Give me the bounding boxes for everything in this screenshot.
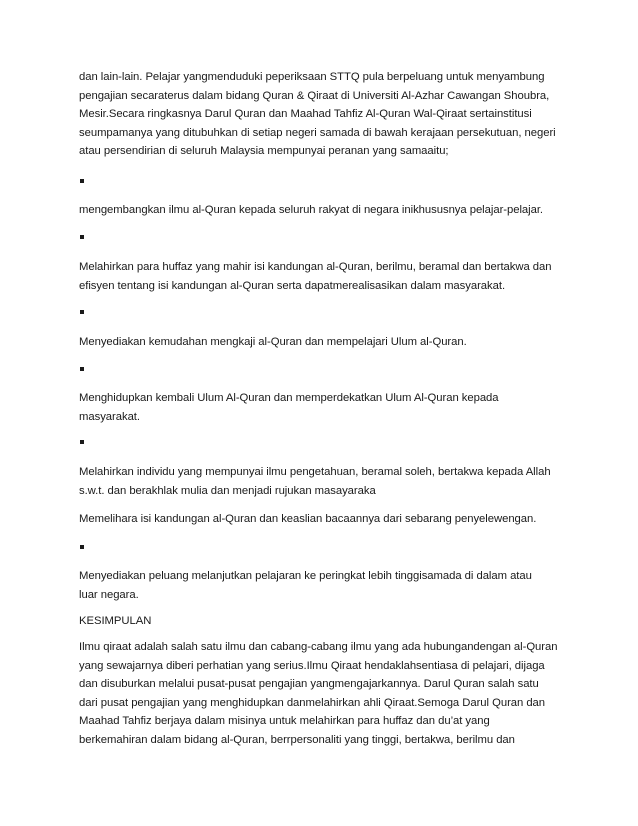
bullet-marker [80,440,84,444]
paragraph-menyediakan-peluang [79,567,569,604]
text-line: yang sewajarnya diberi perhatian yang serius.Ilmu Qiraat hendaklahsentiasa di pelajari, dijaga [79,659,545,672]
text-line: efisyen tentang isi kandungan al-Quran serta dapatmerealisasikan dalam masyarakat. [79,279,506,292]
text-line: Ilmu qiraat adalah salah satu ilmu dan cabang-cabang ilmu yang ada hubungandengan al-Quran [79,641,558,653]
text-line: dan lain-lain. Pelajar yangmenduduki peperiksaan STTQ pula berpeluang untuk menyambung [79,71,545,83]
text-line: dan disuburkan melalui pusat-pusat pengajian yangmengajarkannya. Darul Quran salah satu [79,678,539,691]
paragraph-memelihara [79,510,569,529]
text-line: Menyediakan kemudahan mengkaji al-Quran dan mempelajari Ulum al-Quran. [79,336,467,348]
bullet-marker [80,545,84,549]
paragraph-menghidupkan [79,389,569,426]
section-heading: KESIMPULAN [79,615,152,627]
bullet-marker [80,367,84,371]
text-line: seumpamanya yang ditubuhkan di setiap negeri samada di bawah kerajaan persekutuan, negeri [79,126,556,139]
text-line: pengajian secaraterus dalam bidang Quran & Qiraat di Universiti Al-Azhar Cawangan Shoubra, [79,89,550,102]
bullet-marker [80,310,84,314]
text-line: Memelihara isi kandungan al-Quran dan keaslian bacaannya dari sebarang penyelewengan. [79,513,537,525]
paragraph-melahirkan-individu [79,463,569,500]
text-line: atau persendirian di seluruh Malaysia mempunyai peranan yang samaaitu; [79,145,449,158]
text-line: Melahirkan para huffaz yang mahir isi kandungan al-Quran, berilmu, beramal dan bertakwa dan [79,261,552,273]
text-line: Maahad Tahfiz berjaya dalam misinya untuk melahirkan para huffaz dan du’at yang [79,715,490,728]
text-line: luar negara. [79,588,139,601]
text-line: Menyediakan peluang melanjutkan pelajaran ke peringkat lebih tinggisamada di dalam atau [79,570,532,582]
section-heading-kesimpulan [79,612,569,631]
text-line: s.w.t. dan berakhlak mulia dan menjadi rujukan masayaraka [79,484,376,497]
text-line: masyarakat. [79,410,140,423]
text-line: Menghidupkan kembali Ulum Al-Quran dan memperdekatkan Ulum Al-Quran kepada [79,392,499,404]
text-line: mengembangkan ilmu al-Quran kepada seluruh rakyat di negara inikhususnya pelajar-pelajar. [79,204,544,216]
paragraph-kesimpulan [79,638,569,750]
paragraph-melahirkan-huffaz [79,258,569,295]
text-line: Mesir.Secara ringkasnya Darul Quran dan Maahad Tahfiz Al-Quran Wal-Qiraat sertainstitusi [79,108,532,121]
bullet-marker [80,235,84,239]
bullet-marker [80,179,84,183]
paragraph-menyediakan-kemudahan [79,333,569,352]
text-line: berkemahiran dalam bidang al-Quran, berrpersonaliti yang tinggi, bertakwa, berilmu dan [79,733,515,746]
paragraph-mengembangkan [79,201,569,220]
text-line: dari pusat pengajian yang menghidupkan danmelahirkan ahli Qiraat.Semoga Darul Quran dan [79,696,546,709]
paragraph-intro [79,68,569,161]
text-line: Melahirkan individu yang mempunyai ilmu pengetahuan, beramal soleh, bertakwa kepada Allah [79,466,551,478]
